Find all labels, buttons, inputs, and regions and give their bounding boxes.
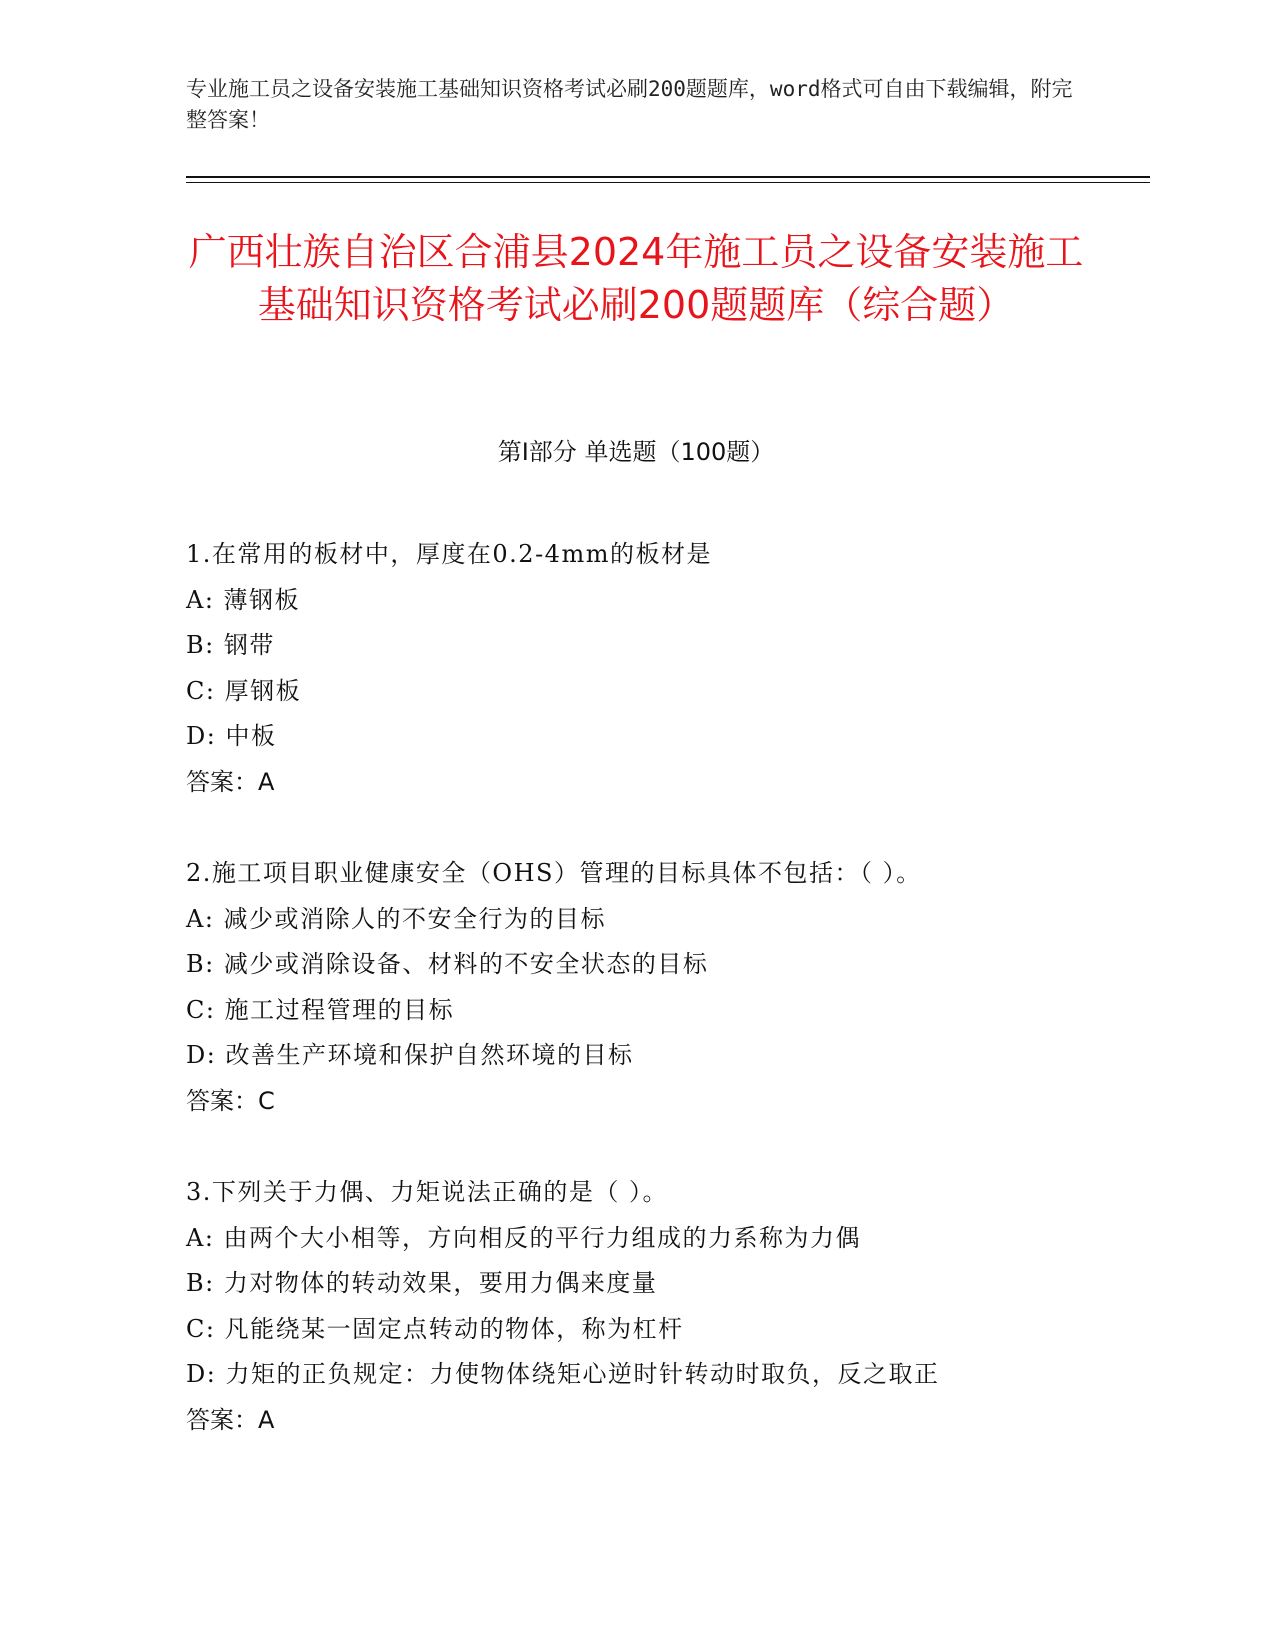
option-d: D: 力矩的正负规定：力使物体绕矩心逆时针转动时取负，反之取正 [186, 1360, 940, 1388]
question-3 [186, 1170, 1086, 1443]
option-d: D: 改善生产环境和保护自然环境的目标 [186, 1041, 634, 1069]
option-c: C: 凡能绕某一固定点转动的物体，称为杠杆 [186, 1314, 684, 1343]
option-d: D: 中板 [186, 722, 277, 750]
answer-label: 答案：C [186, 1086, 275, 1115]
option-c: C: 施工过程管理的目标 [186, 995, 455, 1024]
header-note: 专业施工员之设备安装施工基础知识资格考试必刷200题题库，word格式可自由下载编辑，附完整答案！ [186, 77, 1073, 132]
header-divider-thin [186, 182, 1150, 183]
option-a: A: 由两个大小相等，方向相反的平行力组成的力系称为力偶 [186, 1223, 862, 1252]
question-stem: 1.在常用的板材中，厚度在0.2-4mm的板材是 [186, 540, 712, 568]
question-stem: 3.下列关于力偶、力矩说法正确的是（ ）。 [186, 1178, 669, 1206]
answer-label: 答案：A [186, 767, 275, 796]
header-divider-thick [186, 176, 1150, 178]
question-list [186, 532, 1086, 1489]
option-c: C: 厚钢板 [186, 676, 302, 705]
option-b: B: 钢带 [186, 631, 275, 659]
section-title: 第I部分 单选题（100题） [497, 438, 775, 466]
document-title: 广西壮族自治区合浦县2024年施工员之设备安装施工基础知识资格考试必刷200题题库（综合题） [188, 230, 1084, 327]
question-2 [186, 851, 1086, 1124]
option-a: A: 减少或消除人的不安全行为的目标 [186, 904, 607, 933]
option-b: B: 减少或消除设备、材料的不安全状态的目标 [186, 950, 709, 978]
answer-label: 答案：A [186, 1405, 275, 1434]
option-b: B: 力对物体的转动效果，要用力偶来度量 [186, 1269, 658, 1297]
option-a: A: 薄钢板 [186, 585, 301, 614]
question-stem: 2.施工项目职业健康安全（OHS）管理的目标具体不包括：（ ）。 [186, 859, 922, 887]
question-1 [186, 532, 1086, 805]
